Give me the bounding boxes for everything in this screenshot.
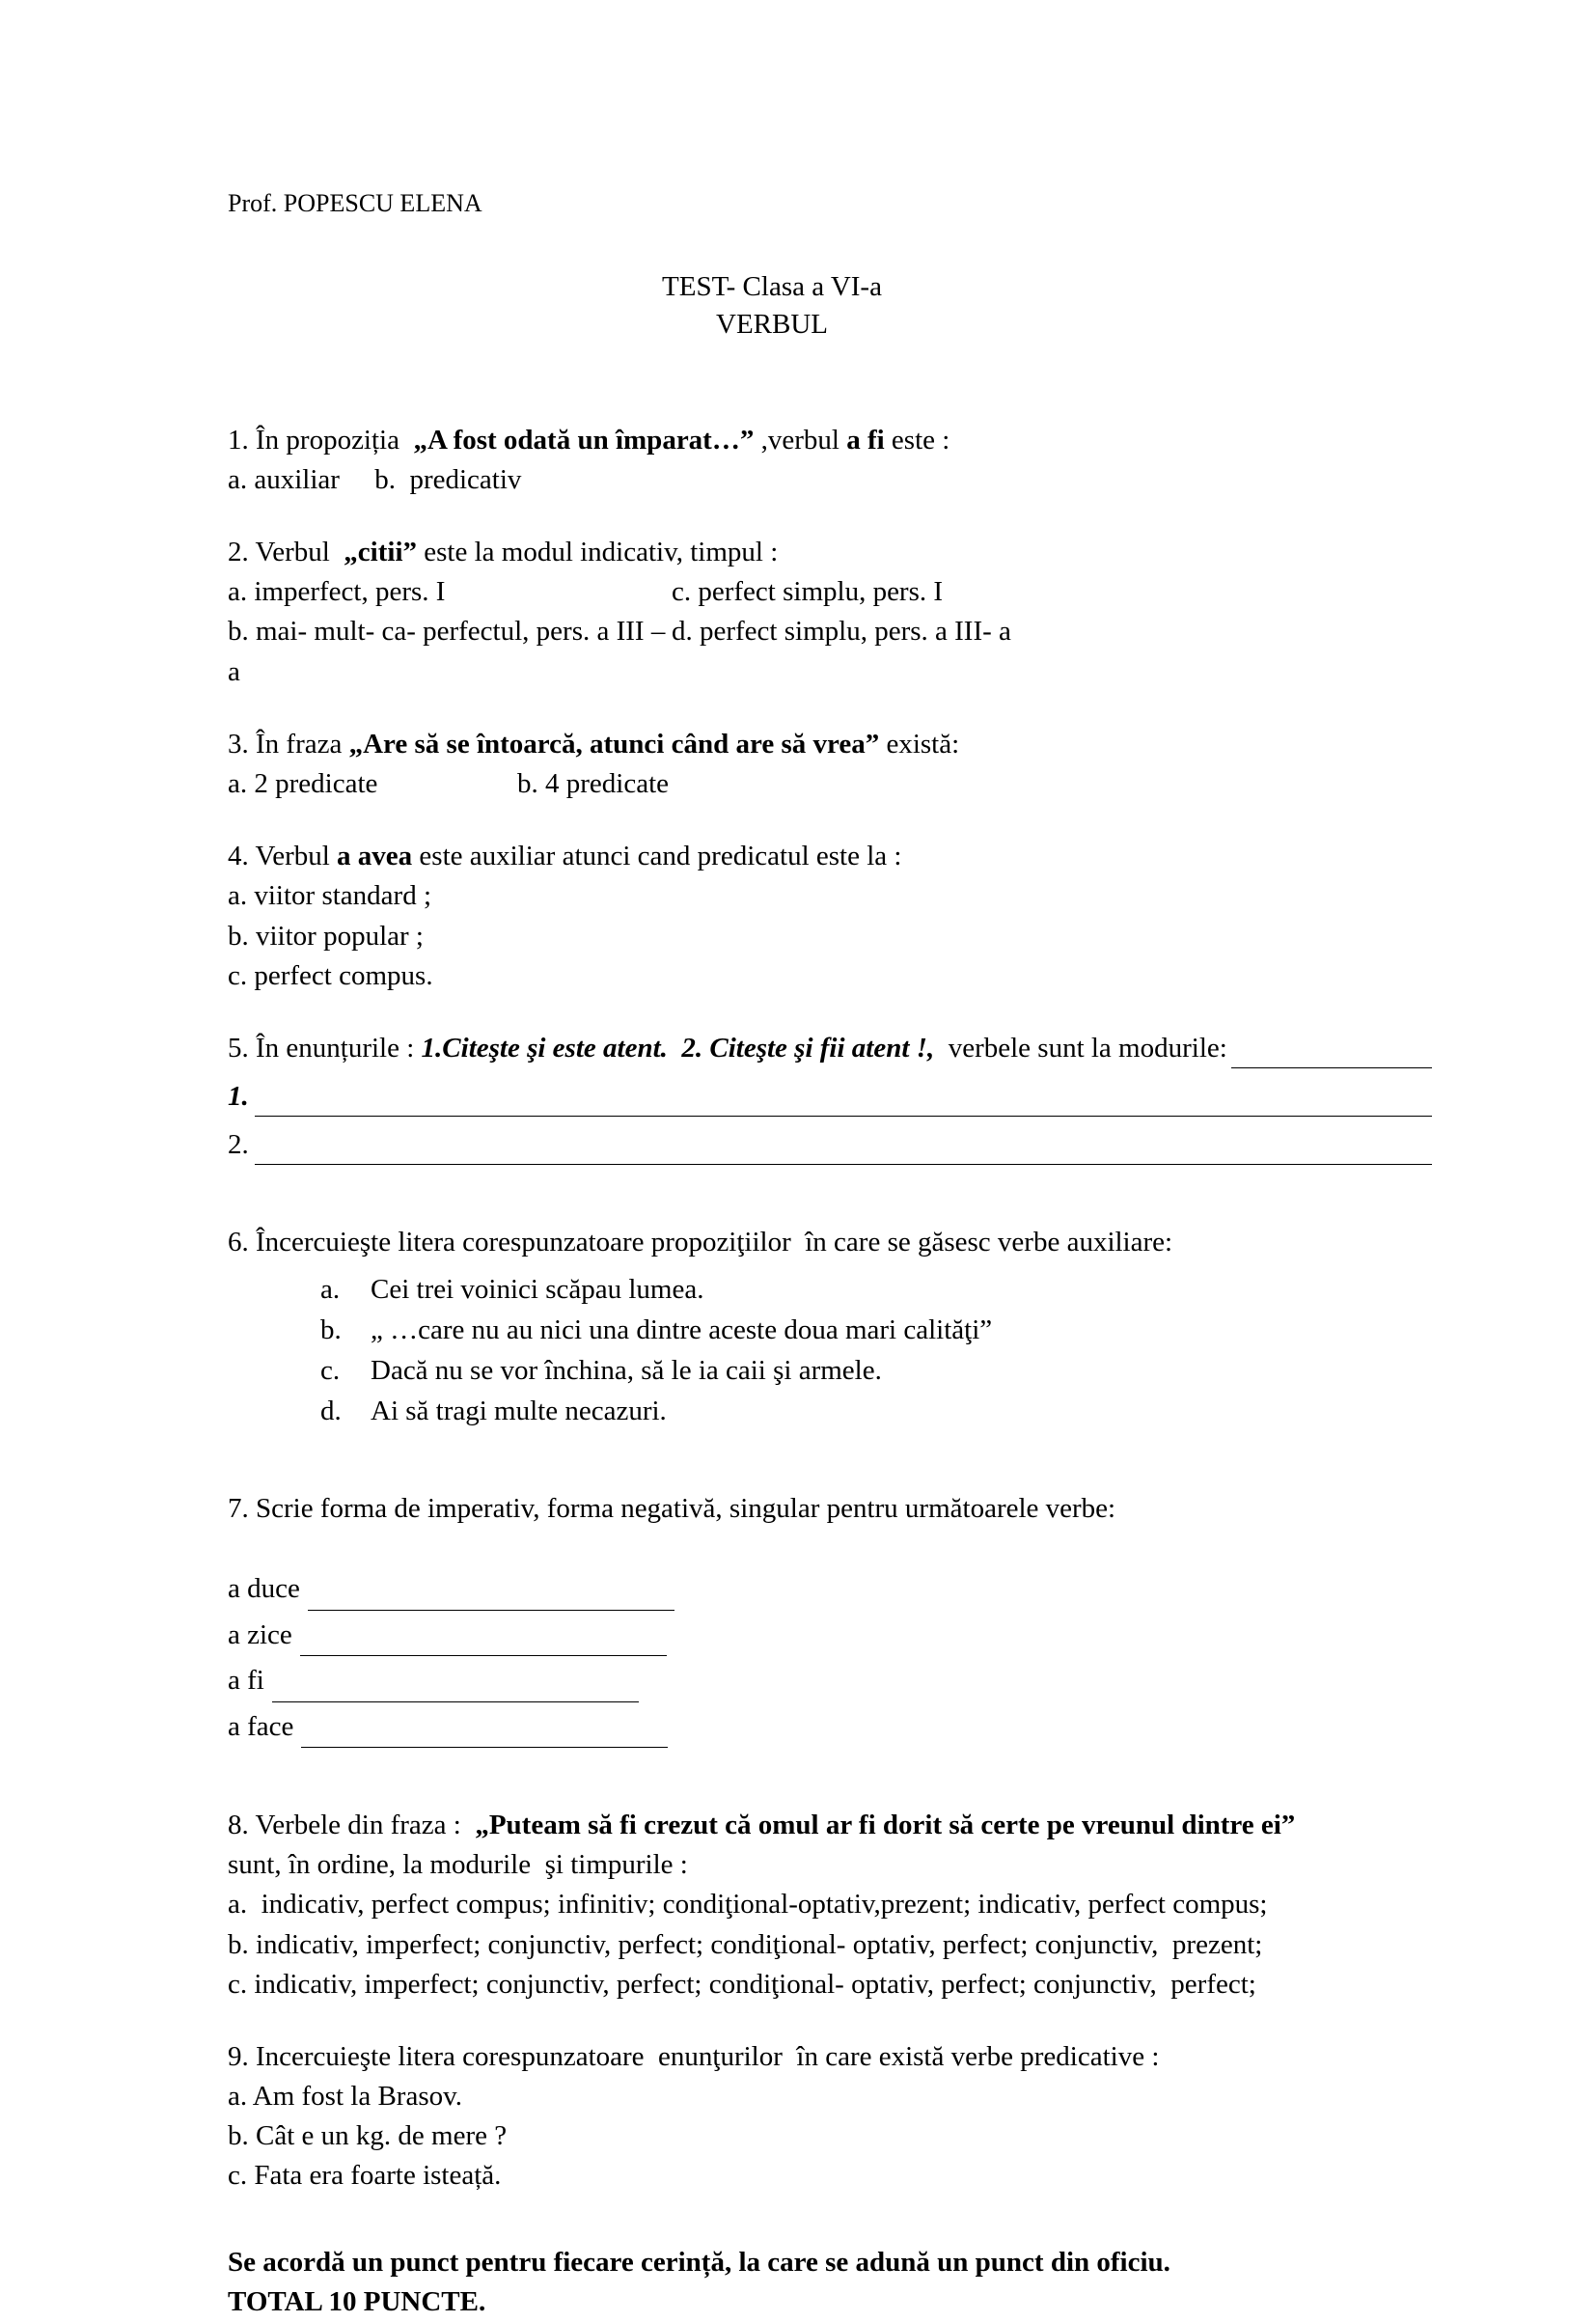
q9-answer-b: b. Cât e un kg. de mere ? [228,2120,508,2152]
question-7 [228,1489,1432,1748]
question-6-prompt: 6. Încercuieşte litera corespunzatoare propoziţiilor în care se găsesc verbe auxiliare: [228,1227,1173,1258]
title-line-2: VERBUL [716,308,828,340]
q6-option-c[interactable] [320,1350,1432,1391]
q2-answer-d: d. perfect simplu, pers. a III- a [672,616,1011,648]
q5-blank-1-label: 1. [228,1081,249,1113]
q8-answer-c: c. indicativ, imperfect; conjunctiv, perfect; condiţional- optativ, perfect; conjunctiv, perfect; [228,1968,1256,2000]
question-1 [228,421,1432,500]
q3-answers-row [228,764,1432,804]
q3-prompt-pre: 3. În fraza [228,728,349,760]
q2-answer-b: b. mai- mult- ca- perfectul, pers. a III –a [228,616,666,687]
q4-answer-b: b. viitor popular ; [228,920,424,952]
spacer [228,1781,1432,1806]
q3-answer-a: a. 2 predicate [228,767,378,799]
question-4 [228,837,1432,996]
q6-option-c-text: Dacă nu se vor închina, să le ia caii şi armele. [371,1354,882,1386]
q6-option-b-text: „ …care nu au nici una dintre aceste doua mari calităţi” [371,1313,993,1345]
q2-answers-row-2 [228,612,1432,691]
q5-blank-1-rule[interactable] [255,1091,1432,1117]
q7-verb-row-2[interactable] [228,1615,1432,1657]
q6-options-list [228,1269,1432,1431]
question-3-prompt [228,725,1432,764]
question-9 [228,2037,1432,2197]
q2-prompt-post: este la modul indicativ, timpul : [417,537,779,568]
question-5-prompt [228,1029,1432,1068]
q2-prompt-pre: 2. Verbul [228,537,344,568]
q7-verb-row-1[interactable] [228,1568,1432,1611]
q9-answer-a: a. Am fost la Brasov. [228,2081,462,2113]
q6-option-d[interactable] [320,1391,1432,1431]
question-3 [228,725,1432,804]
question-2 [228,533,1432,692]
q8-answer-a: a. indicativ, perfect compus; infinitiv; condiţional-optativ,prezent; indicativ, perfect compus; [228,1889,1268,1921]
q4-prompt-bold: a avea [337,841,413,872]
q5-header-rule [1231,1042,1432,1068]
title-line-1: TEST- Clasa a VI-a [662,270,882,302]
q6-option-b-marker: b. [320,1313,342,1345]
q5-blank-2-rule[interactable] [255,1139,1432,1165]
spacer [228,1198,1432,1223]
q1-prompt-pre: 1. În propoziția [228,424,414,456]
q6-option-a-marker: a. [320,1273,341,1305]
q4-prompt-pre: 4. Verbul [228,841,338,872]
question-4-prompt [228,837,1432,876]
question-8 [228,1806,1432,2004]
q7-verb-4-blank[interactable] [301,1724,668,1748]
q4-answer-a: a. viitor standard ; [228,880,432,912]
q5-prompt-post: verbele sunt la modurile: [934,1032,1227,1064]
author-line: Prof. POPESCU ELENA [228,189,482,217]
q7-verb-row-4[interactable] [228,1706,1432,1749]
q5-prompt-pre: 5. În enunțurile : [228,1032,422,1064]
q7-verb-2-label: a zice [228,1618,292,1650]
q3-prompt-post: există: [879,728,960,760]
q6-option-a[interactable] [320,1269,1432,1310]
scoring-note [228,2243,1432,2322]
q2-answers-row-1 [228,572,1432,612]
q7-verb-2-blank[interactable] [300,1632,667,1656]
q8-answer-b: b. indicativ, imperfect; conjunctiv, perfect; condiţional- optativ, perfect; conjunctiv, prezent; [228,1928,1263,1960]
q4-answer-c: c. perfect compus. [228,959,433,991]
q6-option-b[interactable] [320,1310,1432,1350]
q5-blank-2-label: 2. [228,1129,249,1161]
question-5 [228,1029,1432,1166]
spacer [228,1464,1432,1489]
question-1-prompt [228,421,1432,460]
q5-answer-blank-2[interactable] [228,1125,1432,1165]
q2-answer-c: c. perfect simplu, pers. I [672,576,944,608]
question-8-prompt [228,1806,1432,1845]
question-9-prompt: 9. Incercuieşte litera corespunzatoare enunţurilor în care există verbe predicative : [228,2040,1160,2072]
question-2-prompt [228,533,1432,572]
scoring-note-line-1: Se acordă un punct pentru fiecare cerință, la care se adună un punct din oficiu. [228,2246,1170,2278]
q1-answers: a. auxiliar b. predicativ [228,463,522,495]
q8-prompt-bold: „Puteam să fi crezut că omul ar fi dorit să certe pe vreunul dintre ei” [475,1810,1296,1841]
q6-option-d-text: Ai să tragi multe necazuri. [371,1395,667,1426]
q3-prompt-bold: „Are să se întoarcă, atunci când are să vrea” [348,728,880,760]
q7-verb-3-label: a fi [228,1665,264,1697]
q6-option-d-marker: d. [320,1395,342,1426]
q1-prompt-post: este : [884,424,950,456]
q5-prompt-bolditalic: 1.Citeşte şi este atent. 2. Citeşte şi fii atent !, [421,1032,935,1064]
q8-prompt-pre: 8. Verbele din fraza : [228,1810,476,1841]
question-6 [228,1223,1432,1430]
q8-prompt-line2: sunt, în ordine, la modurile şi timpurile : [228,1849,688,1881]
q1-prompt-bold: „A fost odată un împarat…” [413,424,755,456]
q7-verb-1-blank[interactable] [308,1587,674,1611]
q9-answer-c: c. Fata era foarte isteață. [228,2160,502,2192]
q3-answer-b: b. 4 predicate [517,767,670,799]
q7-verb-3-blank[interactable] [272,1678,639,1702]
q2-answer-a: a. imperfect, pers. I [228,576,446,608]
q6-option-c-marker: c. [320,1354,341,1386]
document-title [228,268,1432,344]
q7-verb-blanks [228,1568,1432,1748]
question-7-prompt: 7. Scrie forma de imperativ, forma negativă, singular pentru următoarele verbe: [228,1492,1116,1524]
q7-verb-4-label: a face [228,1710,294,1742]
q2-prompt-bold: „citii” [344,537,417,568]
q6-option-a-text: Cei trei voinici scăpau lumea. [371,1273,704,1305]
scoring-note-line-2: TOTAL 10 PUNCTE. [228,2285,486,2317]
q1-prompt-mid: ,verbul [754,424,847,456]
q7-verb-row-3[interactable] [228,1660,1432,1702]
q7-verb-1-label: a duce [228,1573,300,1605]
q4-prompt-post: este auxiliar atunci cand predicatul este la : [412,841,902,872]
q1-prompt-bold2: a fi [846,424,885,456]
q5-answer-blank-1[interactable] [228,1077,1432,1117]
